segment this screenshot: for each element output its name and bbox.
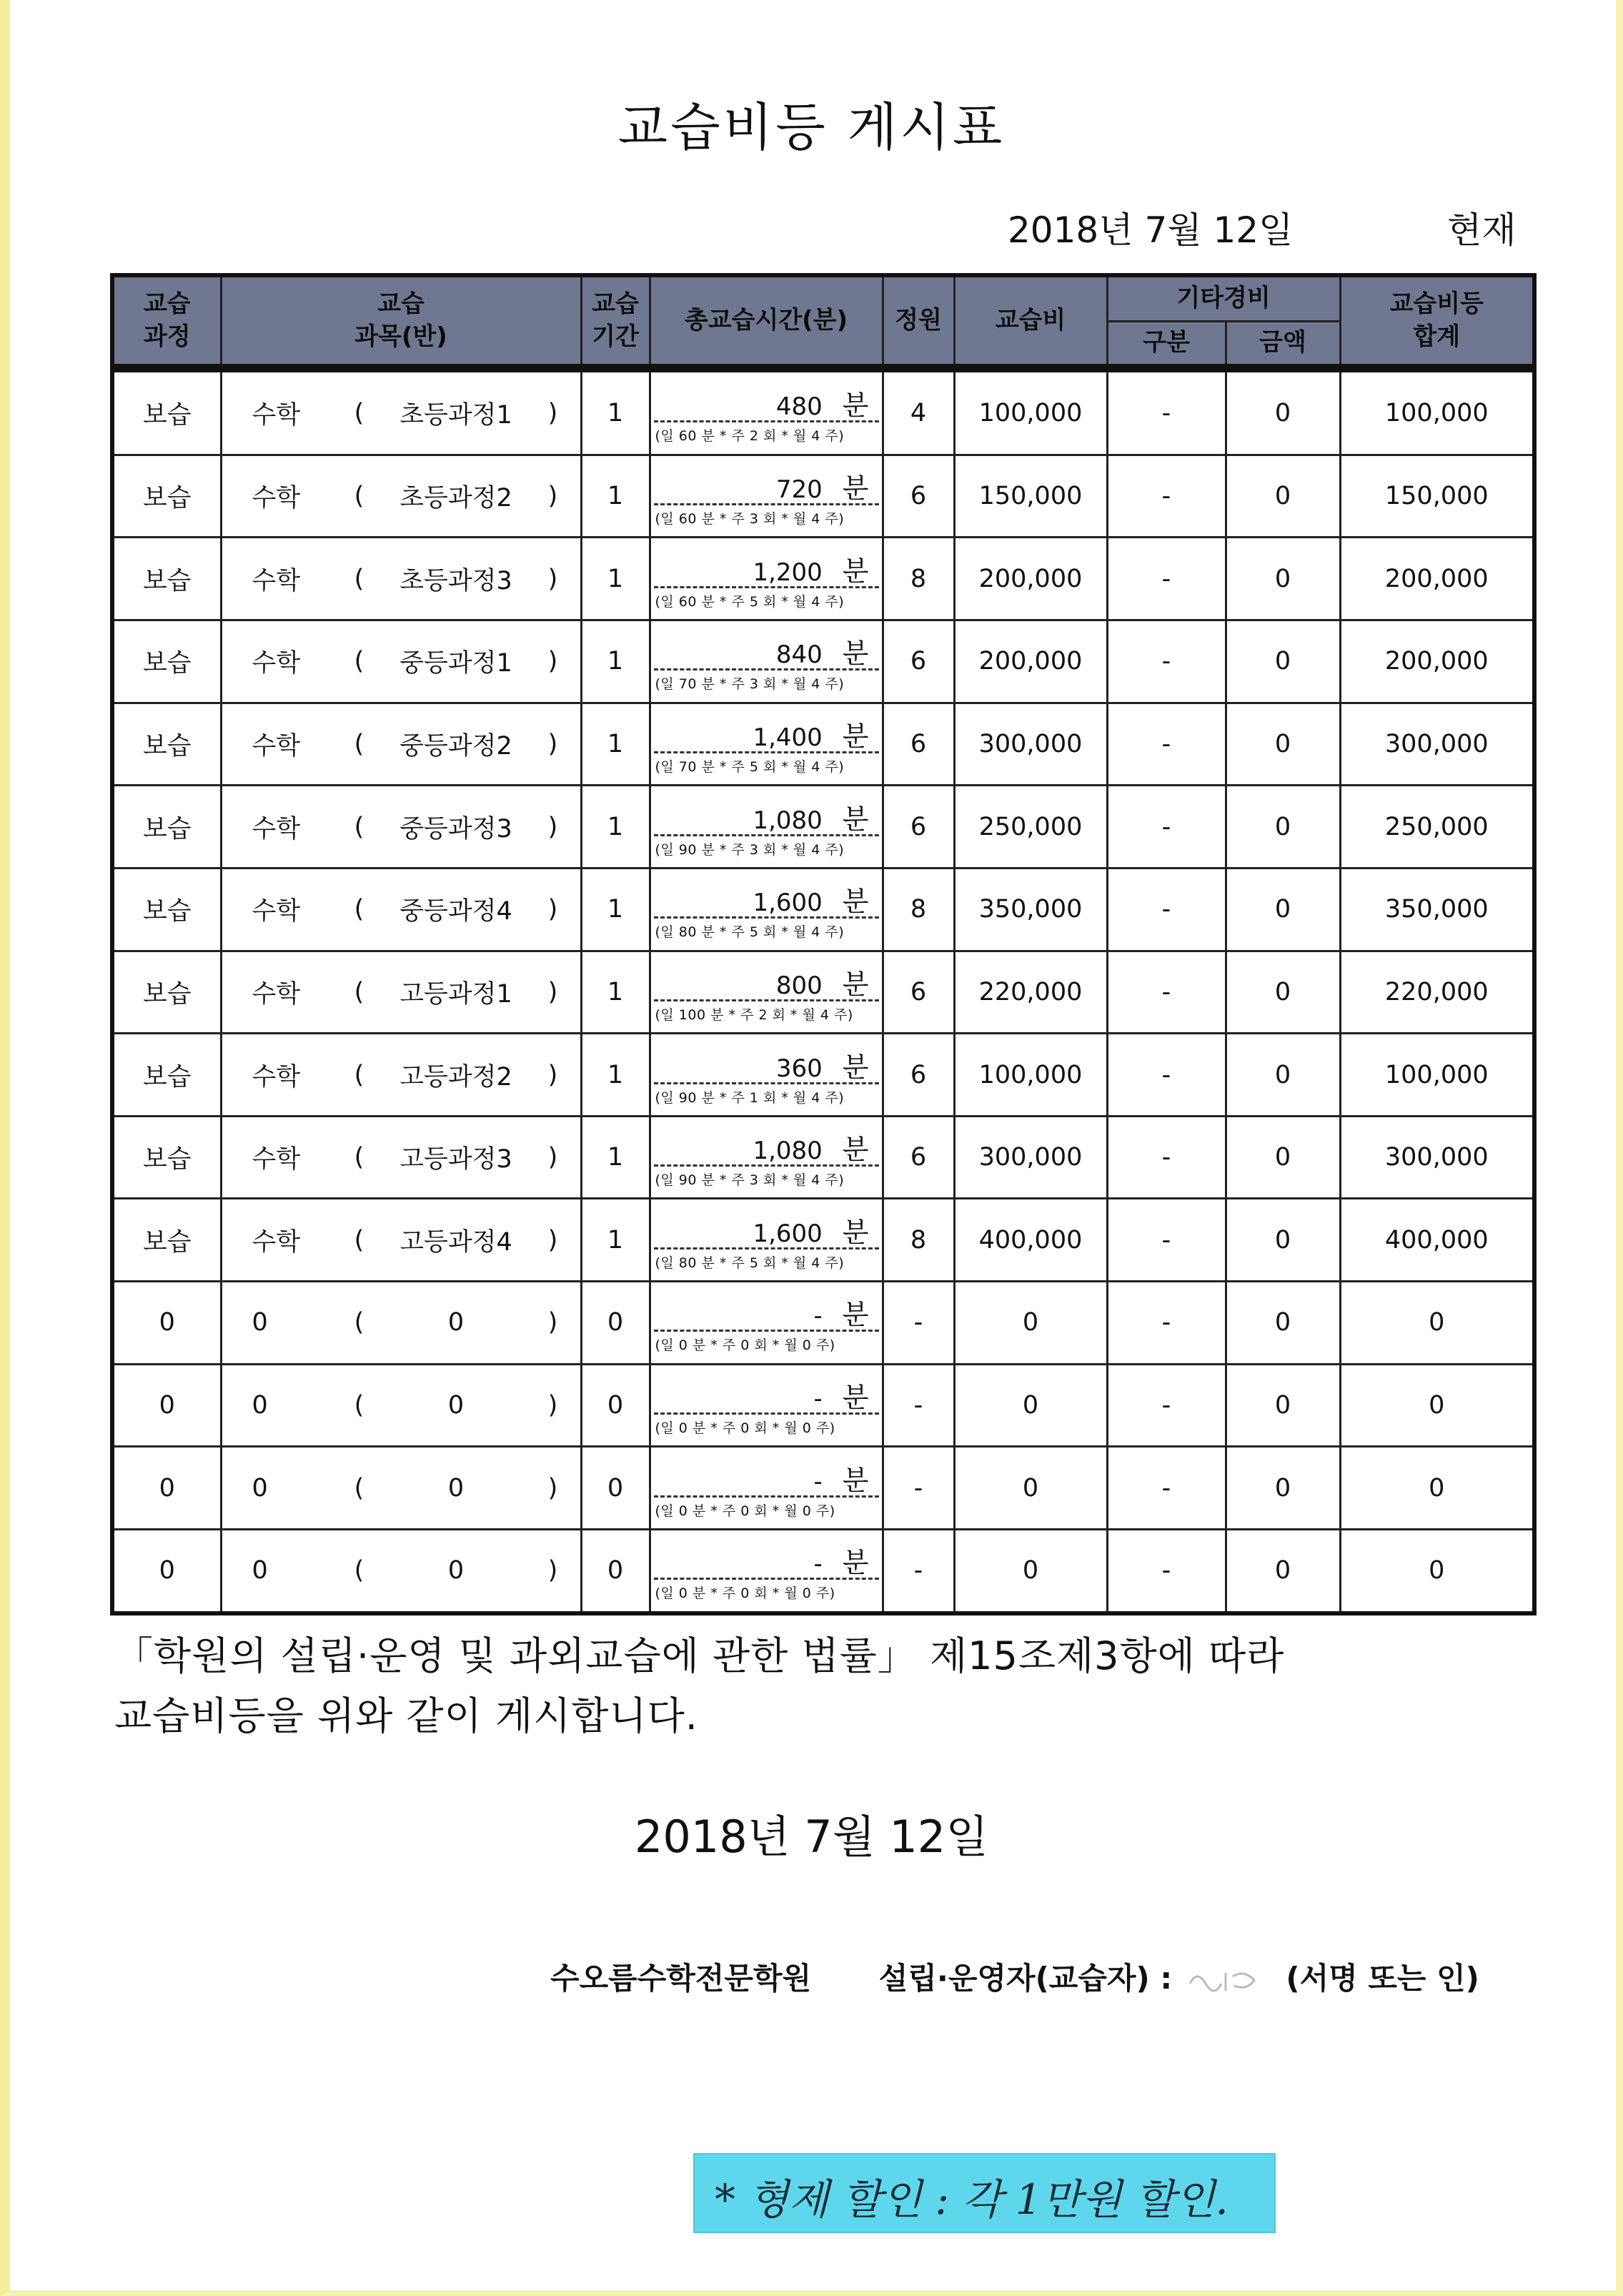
- time-value: 1,200: [753, 558, 823, 587]
- cell-subject: [221, 1529, 581, 1613]
- cell-period: 1: [581, 786, 650, 869]
- header-capacity: 정원: [883, 275, 954, 368]
- notice-line-2: 교습비등을 위와 같이 게시합니다.: [114, 1693, 698, 1738]
- class-name: 0: [447, 1391, 465, 1420]
- cell-course: 0: [112, 1282, 221, 1365]
- table-row: [112, 1529, 1534, 1613]
- header-course: 교습 과정: [112, 275, 221, 368]
- open-paren: (: [354, 482, 364, 511]
- sticky-note-text: * 형제 할인 : 각 1만원 할인.: [715, 2175, 1229, 2224]
- subject-name: 0: [252, 1308, 268, 1337]
- close-paren: ): [547, 1473, 558, 1503]
- close-paren: ): [547, 1060, 558, 1089]
- class-name: 고등과정3: [399, 1145, 512, 1174]
- cell-other-amount: 0: [1226, 951, 1340, 1034]
- close-paren: ): [547, 1308, 558, 1337]
- time-detail: (일 90 분 * 주 3 회 * 월 4 주): [655, 841, 845, 858]
- time-unit: 분: [842, 1216, 869, 1248]
- cell-other-amount: 0: [1226, 1282, 1340, 1365]
- time-unit: 분: [842, 1299, 869, 1331]
- subject-name: 수학: [252, 979, 301, 1009]
- class-name: 초등과정2: [399, 484, 512, 513]
- cell-fee: 250,000: [954, 786, 1107, 869]
- cell-period: 0: [581, 1364, 650, 1447]
- cell-fee: 400,000: [954, 1199, 1107, 1282]
- cell-total: 400,000: [1340, 1199, 1534, 1282]
- subject-name: 수학: [252, 400, 301, 430]
- cell-fee: 0: [954, 1447, 1107, 1530]
- class-name: 중등과정3: [399, 814, 512, 843]
- cell-period: 1: [581, 951, 650, 1034]
- cell-capacity: 6: [883, 786, 954, 869]
- cell-total: 250,000: [1340, 786, 1534, 869]
- cell-capacity: 6: [883, 951, 954, 1034]
- time-value: -: [813, 1302, 823, 1331]
- cell-total-time: [650, 368, 883, 455]
- cell-other-type: -: [1107, 538, 1226, 620]
- header-total-time: 총교습시간(분): [650, 275, 883, 368]
- close-paren: ): [547, 564, 558, 593]
- cell-other-amount: 0: [1226, 1034, 1340, 1117]
- time-value: -: [813, 1385, 823, 1414]
- close-paren: ): [547, 977, 558, 1006]
- page-title: 교습비등 게시표: [617, 97, 1006, 157]
- cell-course: 보습: [112, 1116, 221, 1199]
- cell-total-time: [650, 1034, 883, 1117]
- cell-subject: [221, 868, 581, 951]
- close-paren: ): [547, 482, 558, 511]
- time-value: 1,080: [753, 806, 823, 835]
- time-value: 480: [775, 392, 823, 421]
- open-paren: (: [354, 1391, 364, 1420]
- cell-other-type: -: [1107, 703, 1226, 786]
- time-detail: (일 0 분 * 주 0 회 * 월 0 주): [655, 1337, 835, 1354]
- cell-course: 보습: [112, 786, 221, 869]
- cell-total: 0: [1340, 1282, 1534, 1365]
- cell-period: 1: [581, 703, 650, 786]
- class-name: 고등과정2: [399, 1062, 512, 1092]
- subject-name: 0: [252, 1473, 268, 1503]
- cell-subject: [221, 1199, 581, 1282]
- time-unit: 분: [842, 1547, 869, 1579]
- time-value: -: [813, 1467, 823, 1496]
- subject-name: 0: [252, 1391, 268, 1420]
- close-paren: ): [547, 1225, 558, 1255]
- cell-fee: 200,000: [954, 538, 1107, 620]
- cell-course: 보습: [112, 538, 221, 620]
- cell-fee: 300,000: [954, 1116, 1107, 1199]
- table-row: [112, 1199, 1534, 1282]
- cell-total: 0: [1340, 1364, 1534, 1447]
- cell-other-amount: 0: [1226, 868, 1340, 951]
- close-paren: ): [547, 895, 558, 924]
- subject-name: 수학: [252, 732, 301, 761]
- table-row: [112, 620, 1534, 703]
- open-paren: (: [354, 647, 364, 676]
- cell-subject: [221, 455, 581, 538]
- open-paren: (: [354, 1060, 364, 1089]
- header-period: 교습 기간: [581, 275, 650, 368]
- time-detail: (일 0 분 * 주 0 회 * 월 0 주): [655, 1585, 835, 1602]
- time-detail: (일 80 분 * 주 5 회 * 월 4 주): [655, 1255, 845, 1271]
- cell-course: 보습: [112, 620, 221, 703]
- cell-period: 1: [581, 620, 650, 703]
- header-row-top: [112, 275, 1534, 322]
- header-other-type: 구분: [1107, 322, 1226, 369]
- open-paren: (: [354, 1473, 364, 1503]
- time-detail: (일 100 분 * 주 2 회 * 월 4 주): [655, 1006, 853, 1023]
- cell-period: 1: [581, 868, 650, 951]
- cell-subject: [221, 951, 581, 1034]
- header-other-expenses: 기타경비: [1107, 275, 1340, 322]
- cell-subject: [221, 786, 581, 869]
- cell-other-amount: 0: [1226, 620, 1340, 703]
- open-paren: (: [354, 730, 364, 759]
- table-row: [112, 1282, 1534, 1365]
- table-row: [112, 455, 1534, 538]
- time-unit: 분: [842, 389, 869, 421]
- table-row: [112, 1034, 1534, 1117]
- time-value: 1,600: [753, 889, 823, 918]
- cell-fee: 300,000: [954, 703, 1107, 786]
- time-unit: 분: [842, 1464, 869, 1496]
- cell-capacity: 6: [883, 703, 954, 786]
- operator-label: 설립·운영자(교습자) :: [878, 1961, 1173, 1996]
- cell-other-type: -: [1107, 1529, 1226, 1613]
- time-value: 800: [775, 971, 823, 1000]
- class-name: 고등과정1: [399, 979, 512, 1009]
- cell-period: 0: [581, 1282, 650, 1365]
- time-detail: (일 0 분 * 주 0 회 * 월 0 주): [655, 1420, 835, 1437]
- cell-period: 1: [581, 455, 650, 538]
- cell-total-time: [650, 951, 883, 1034]
- signature-mark: [1183, 1966, 1276, 1995]
- time-detail: (일 60 분 * 주 5 회 * 월 4 주): [655, 593, 845, 610]
- table-row: [112, 538, 1534, 620]
- cell-other-type: -: [1107, 1282, 1226, 1365]
- cell-period: 1: [581, 1199, 650, 1282]
- time-detail: (일 70 분 * 주 3 회 * 월 4 주): [655, 676, 845, 693]
- subject-name: 수학: [252, 897, 301, 926]
- time-value: -: [813, 1550, 823, 1579]
- table-row: [112, 1116, 1534, 1199]
- cell-subject: [221, 1364, 581, 1447]
- table-row: [112, 951, 1534, 1034]
- cell-total: 0: [1340, 1447, 1534, 1530]
- cell-total: 300,000: [1340, 1116, 1534, 1199]
- cell-other-type: -: [1107, 1116, 1226, 1199]
- cell-total-time: [650, 1529, 883, 1613]
- cell-period: 1: [581, 1116, 650, 1199]
- time-value: 720: [775, 475, 823, 505]
- cell-capacity: -: [883, 1282, 954, 1365]
- cell-total: 150,000: [1340, 455, 1534, 538]
- open-paren: (: [354, 812, 364, 841]
- time-unit: 분: [842, 472, 869, 505]
- time-detail: (일 90 분 * 주 1 회 * 월 4 주): [655, 1089, 845, 1106]
- cell-total-time: [650, 1447, 883, 1530]
- cell-subject: [221, 1282, 581, 1365]
- subject-name: 수학: [252, 1227, 301, 1257]
- cell-subject: [221, 703, 581, 786]
- close-paren: ): [547, 647, 558, 676]
- cell-total: 0: [1340, 1529, 1534, 1613]
- class-name: 0: [447, 1556, 465, 1585]
- header-other-amount: 금액: [1226, 322, 1340, 369]
- cell-total: 200,000: [1340, 620, 1534, 703]
- cell-course: 0: [112, 1447, 221, 1530]
- cell-course: 보습: [112, 368, 221, 455]
- cell-fee: 350,000: [954, 868, 1107, 951]
- subject-name: 수학: [252, 484, 301, 513]
- header-date: 2018년 7월 12일: [1008, 209, 1294, 251]
- cell-capacity: 8: [883, 868, 954, 951]
- cell-other-type: -: [1107, 1034, 1226, 1117]
- class-name: 초등과정1: [399, 400, 512, 430]
- cell-total: 100,000: [1340, 1034, 1534, 1117]
- cell-period: 1: [581, 368, 650, 455]
- header-current-label: 현재: [1447, 209, 1517, 251]
- cell-total: 300,000: [1340, 703, 1534, 786]
- cell-fee: 100,000: [954, 368, 1107, 455]
- cell-capacity: 6: [883, 1116, 954, 1199]
- time-unit: 분: [842, 1051, 869, 1083]
- cell-other-type: -: [1107, 620, 1226, 703]
- time-detail: (일 80 분 * 주 5 회 * 월 4 주): [655, 924, 845, 941]
- cell-other-amount: 0: [1226, 1199, 1340, 1282]
- cell-other-amount: 0: [1226, 1116, 1340, 1199]
- cell-other-amount: 0: [1226, 368, 1340, 455]
- cell-fee: 150,000: [954, 455, 1107, 538]
- cell-other-type: -: [1107, 951, 1226, 1034]
- cell-other-amount: 0: [1226, 1529, 1340, 1613]
- close-paren: ): [547, 1391, 558, 1420]
- open-paren: (: [354, 564, 364, 593]
- class-name: 중등과정4: [399, 897, 512, 926]
- cell-course: 보습: [112, 868, 221, 951]
- table-row: [112, 1364, 1534, 1447]
- cell-total-time: [650, 1116, 883, 1199]
- time-detail: (일 90 분 * 주 3 회 * 월 4 주): [655, 1172, 845, 1189]
- cell-capacity: 6: [883, 620, 954, 703]
- time-unit: 분: [842, 638, 869, 670]
- cell-capacity: 8: [883, 538, 954, 620]
- close-paren: ): [547, 1556, 558, 1585]
- cell-subject: [221, 538, 581, 620]
- subject-name: 수학: [252, 566, 301, 595]
- academy-name: 수오름수학전문학원: [550, 1961, 812, 1996]
- cell-other-type: -: [1107, 786, 1226, 869]
- time-detail: (일 70 분 * 주 5 회 * 월 4 주): [655, 759, 845, 776]
- cell-fee: 0: [954, 1529, 1107, 1613]
- cell-total: 200,000: [1340, 538, 1534, 620]
- open-paren: (: [354, 977, 364, 1006]
- time-value: 1,080: [753, 1137, 823, 1166]
- cell-other-amount: 0: [1226, 1447, 1340, 1530]
- time-detail: (일 60 분 * 주 2 회 * 월 4 주): [655, 427, 845, 444]
- cell-other-amount: 0: [1226, 1364, 1340, 1447]
- cell-total-time: [650, 620, 883, 703]
- class-name: 0: [447, 1473, 465, 1503]
- class-name: 0: [447, 1308, 465, 1337]
- time-unit: 분: [842, 886, 869, 918]
- cell-subject: [221, 1447, 581, 1530]
- cell-total: 100,000: [1340, 368, 1534, 455]
- footer-date: 2018년 7월 12일: [634, 1811, 989, 1863]
- cell-fee: 200,000: [954, 620, 1107, 703]
- time-unit: 분: [842, 1134, 869, 1166]
- cell-total: 350,000: [1340, 868, 1534, 951]
- header-subject: 교습 과목(반): [221, 275, 581, 368]
- open-paren: (: [354, 398, 364, 427]
- header-total: 교습비등 합계: [1340, 275, 1534, 368]
- cell-other-type: -: [1107, 368, 1226, 455]
- cell-capacity: 6: [883, 455, 954, 538]
- time-value: 1,400: [753, 723, 823, 753]
- class-name: 중등과정1: [399, 649, 512, 678]
- cell-course: 보습: [112, 1034, 221, 1117]
- cell-capacity: 8: [883, 1199, 954, 1282]
- close-paren: ): [547, 398, 558, 427]
- cell-total-time: [650, 786, 883, 869]
- cell-other-type: -: [1107, 455, 1226, 538]
- cell-course: 보습: [112, 455, 221, 538]
- cell-total-time: [650, 868, 883, 951]
- cell-capacity: -: [883, 1529, 954, 1613]
- notice-line-1: 「학원의 설립·운영 및 과외교습에 관한 법률」 제15조제3항에 따라: [114, 1633, 1285, 1678]
- close-paren: ): [547, 730, 558, 759]
- cell-other-type: -: [1107, 1364, 1226, 1447]
- cell-total-time: [650, 455, 883, 538]
- cell-other-amount: 0: [1226, 538, 1340, 620]
- subject-name: 0: [252, 1556, 268, 1585]
- cell-subject: [221, 620, 581, 703]
- cell-total-time: [650, 1364, 883, 1447]
- cell-period: 0: [581, 1529, 650, 1613]
- cell-other-type: -: [1107, 1447, 1226, 1530]
- time-detail: (일 0 분 * 주 0 회 * 월 0 주): [655, 1503, 835, 1519]
- cell-total: 220,000: [1340, 951, 1534, 1034]
- table-row: [112, 703, 1534, 786]
- time-unit: 분: [842, 803, 869, 835]
- class-name: 고등과정4: [399, 1227, 512, 1257]
- cell-course: 0: [112, 1364, 221, 1447]
- cell-course: 보습: [112, 951, 221, 1034]
- cell-period: 0: [581, 1447, 650, 1530]
- open-paren: (: [354, 1143, 364, 1172]
- fee-table: [110, 273, 1537, 1615]
- table-row: [112, 868, 1534, 951]
- open-paren: (: [354, 895, 364, 924]
- time-detail: (일 60 분 * 주 3 회 * 월 4 주): [655, 511, 845, 528]
- cell-fee: 220,000: [954, 951, 1107, 1034]
- cell-period: 1: [581, 1034, 650, 1117]
- cell-other-type: -: [1107, 868, 1226, 951]
- cell-fee: 0: [954, 1364, 1107, 1447]
- open-paren: (: [354, 1308, 364, 1337]
- cell-other-amount: 0: [1226, 786, 1340, 869]
- cell-subject: [221, 1034, 581, 1117]
- cell-total-time: [650, 1199, 883, 1282]
- time-unit: 분: [842, 968, 869, 1000]
- signature-line: [550, 1955, 1479, 1998]
- class-name: 초등과정3: [399, 566, 512, 595]
- table-row: [112, 1447, 1534, 1530]
- open-paren: (: [354, 1225, 364, 1255]
- cell-other-amount: 0: [1226, 703, 1340, 786]
- cell-capacity: -: [883, 1364, 954, 1447]
- cell-capacity: 6: [883, 1034, 954, 1117]
- close-paren: ): [547, 812, 558, 841]
- cell-capacity: -: [883, 1447, 954, 1530]
- subject-name: 수학: [252, 1145, 301, 1174]
- cell-capacity: 4: [883, 368, 954, 455]
- cell-other-type: -: [1107, 1199, 1226, 1282]
- cell-course: 0: [112, 1529, 221, 1613]
- time-value: 840: [775, 640, 823, 670]
- table-row: [112, 786, 1534, 869]
- cell-fee: 0: [954, 1282, 1107, 1365]
- sticky-note: [693, 2153, 1276, 2233]
- time-unit: 분: [842, 555, 869, 587]
- subject-name: 수학: [252, 649, 301, 678]
- time-value: 1,600: [753, 1219, 823, 1248]
- subject-name: 수학: [252, 814, 301, 843]
- legal-notice: [114, 1626, 1284, 1746]
- cell-period: 1: [581, 538, 650, 620]
- header-fee: 교습비: [954, 275, 1107, 368]
- cell-total-time: [650, 1282, 883, 1365]
- cell-course: 보습: [112, 1199, 221, 1282]
- class-name: 중등과정2: [399, 732, 512, 761]
- time-unit: 분: [842, 1382, 869, 1414]
- cell-total-time: [650, 703, 883, 786]
- time-unit: 분: [842, 721, 869, 753]
- cell-other-amount: 0: [1226, 455, 1340, 538]
- open-paren: (: [354, 1556, 364, 1585]
- close-paren: ): [547, 1143, 558, 1172]
- table-row: [112, 368, 1534, 455]
- time-value: 360: [775, 1054, 823, 1083]
- cell-total-time: [650, 538, 883, 620]
- cell-subject: [221, 368, 581, 455]
- signature-suffix: (서명 또는 인): [1286, 1961, 1479, 1996]
- cell-fee: 100,000: [954, 1034, 1107, 1117]
- subject-name: 수학: [252, 1062, 301, 1092]
- cell-subject: [221, 1116, 581, 1199]
- cell-course: 보습: [112, 703, 221, 786]
